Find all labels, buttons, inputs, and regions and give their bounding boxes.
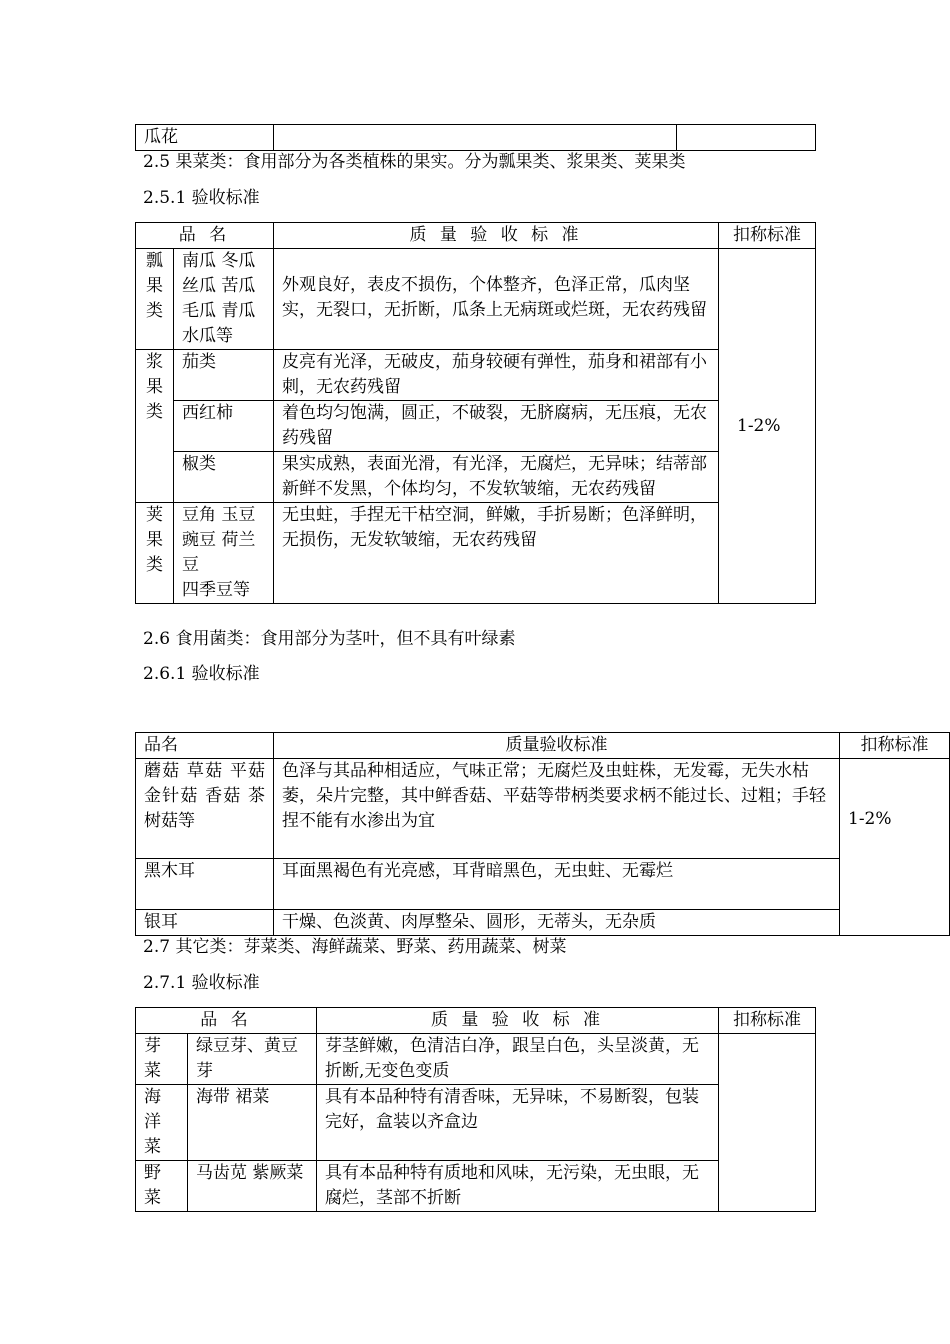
table-row <box>136 1085 816 1161</box>
category-cell: 荚 果 类 <box>136 503 174 604</box>
category-cell: 海 洋 菜 <box>136 1085 188 1161</box>
section-2-5-1-subheading: 2.5.1 验收标准 <box>143 188 260 208</box>
item-standard: 具有本品种特有质地和风味，无污染，无虫眼，无腐烂，茎部不折断 <box>317 1161 719 1212</box>
deduct-value: 1-2% <box>840 759 950 936</box>
item-name: 黑木耳 <box>136 859 274 910</box>
header-name: 品 名 <box>136 223 274 249</box>
fruit-vegetables-table <box>135 222 816 604</box>
item-standard: 皮亮有光泽，无破皮，茄身较硬有弹性，茄身和裙部有小刺，无农药残留 <box>274 350 719 401</box>
category-cell: 浆 果 类 <box>136 350 174 503</box>
top-row-deduct <box>677 125 816 151</box>
section-2-7-heading: 2.7 其它类：芽菜类、海鲜蔬菜、野菜、药用蔬菜、树菜 <box>143 937 567 957</box>
edible-fungi-table-body <box>135 732 950 936</box>
table-row <box>136 1161 816 1212</box>
table-row <box>136 1034 816 1085</box>
deduct-empty <box>719 1034 816 1212</box>
header-deduct: 扣称标准 <box>840 733 950 759</box>
item-standard: 耳面黑褐色有光亮感，耳背暗黑色，无虫蛀、无霉烂 <box>274 859 840 910</box>
item-name: 椒类 <box>174 452 274 503</box>
item-name: 茄类 <box>174 350 274 401</box>
category-cell: 芽 菜 <box>136 1034 188 1085</box>
header-name: 品 名 <box>136 1008 317 1034</box>
section-2-6-1-subheading: 2.6.1 验收标准 <box>143 664 260 684</box>
category-cell: 瓢 果 类 <box>136 249 174 350</box>
table-row <box>136 503 816 604</box>
item-name: 西红柿 <box>174 401 274 452</box>
table-row <box>136 401 816 452</box>
item-name: 马齿苋 紫厥菜 <box>188 1161 317 1212</box>
item-name: 蘑菇 草菇 平菇 金针菇 香菇 茶树菇等 <box>136 759 274 859</box>
other-vegetables-table <box>135 1007 816 1212</box>
deduct-value: 1-2% <box>719 249 816 604</box>
item-name: 银耳 <box>136 910 274 936</box>
table-row <box>136 350 816 401</box>
category-cell: 野 菜 <box>136 1161 188 1212</box>
table-row <box>136 249 816 350</box>
item-name: 海带 裙菜 <box>188 1085 317 1161</box>
table-row <box>136 910 950 936</box>
item-name: 豆角 玉豆 豌豆 荷兰 豆 四季豆等 <box>174 503 274 604</box>
header-quality: 质 量 验 收 标 准 <box>317 1008 719 1034</box>
item-name: 绿豆芽、黄豆芽 <box>188 1034 317 1085</box>
item-name: 南瓜 冬瓜 丝瓜 苦瓜 毛瓜 青瓜 水瓜等 <box>174 249 274 350</box>
header-quality: 质量验收标准 <box>274 733 840 759</box>
item-standard: 干燥、色淡黄、肉厚整朵、圆形，无蒂头，无杂质 <box>274 910 840 936</box>
table-row <box>136 452 816 503</box>
item-standard: 着色均匀饱满，圆正，不破裂，无脐腐病，无压痕，无农药残留 <box>274 401 719 452</box>
item-standard: 具有本品种特有清香味，无异味，不易断裂，包装完好，盒装以齐盒边 <box>317 1085 719 1161</box>
item-standard: 无虫蛀，手捏无干枯空洞，鲜嫩，手折易断；色泽鲜明，无损伤，无发软皱缩，无农药残留 <box>274 503 719 604</box>
top-partial-table <box>135 124 816 151</box>
top-row-std <box>274 125 677 151</box>
header-deduct: 扣称标准 <box>719 223 816 249</box>
header-deduct: 扣称标准 <box>719 1008 816 1034</box>
table-row <box>136 759 950 859</box>
item-standard: 色泽与其品种相适应，气味正常；无腐烂及虫蛀株，无发霉，无失水枯萎，朵片完整，其中鲜香菇、平菇等带柄类要求柄不能过长、过粗；手轻捏不能有水渗出为宜 <box>274 759 840 859</box>
header-quality: 质 量 验 收 标 准 <box>274 223 719 249</box>
item-standard: 芽茎鲜嫩，色清洁白净，跟呈白色，头呈淡黄，无折断,无变色变质 <box>317 1034 719 1085</box>
item-standard: 果实成熟，表面光滑，有光泽，无腐烂，无异味；结蒂部新鲜不发黑，个体均匀，不发软皱缩，无农药残留 <box>274 452 719 503</box>
section-2-7-1-subheading: 2.7.1 验收标准 <box>143 973 260 993</box>
top-row-name: 瓜花 <box>136 125 274 151</box>
header-name: 品名 <box>136 733 274 759</box>
table-row <box>136 859 950 910</box>
item-standard: 外观良好，表皮不损伤，个体整齐，色泽正常，瓜肉坚实，无裂口，无折断，瓜条上无病斑或烂斑，无农药残留 <box>274 249 719 350</box>
section-2-6-heading: 2.6 食用菌类：食用部分为茎叶，但不具有叶绿素 <box>143 629 516 649</box>
section-2-5-heading: 2.5 果菜类：食用部分为各类植株的果实。分为瓢果类、浆果类、荚果类 <box>143 152 686 172</box>
